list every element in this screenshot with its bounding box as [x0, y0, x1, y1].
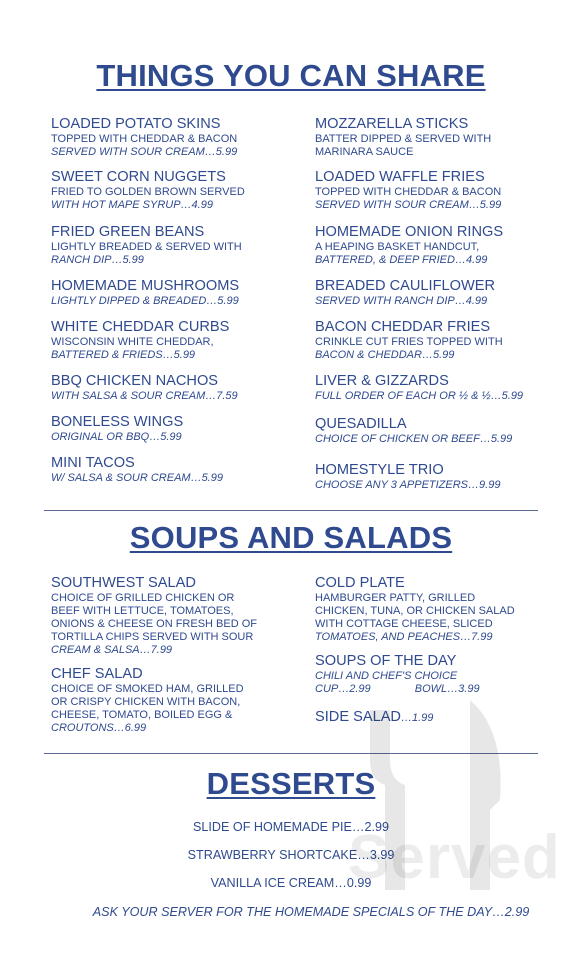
item-price-line: BATTERED & FRIEDS…5.99	[51, 349, 196, 361]
item-desc: LIGHTLY BREADED & SERVED WITH	[51, 241, 242, 253]
section-title-share: THINGS YOU CAN SHARE	[96, 58, 486, 93]
dessert-item: SLIDE OF HOMEMADE PIE…2.99	[193, 820, 389, 834]
item-name: BREADED CAULIFLOWER	[315, 278, 496, 294]
item-price-line: RANCH DIP…5.99	[51, 254, 144, 266]
item-name: SWEET CORN NUGGETS	[51, 169, 226, 185]
dessert-item: VANILLA ICE CREAM…0.99	[210, 876, 372, 890]
item-desc: CHEESE, TOMATO, BOILED EGG &	[51, 709, 233, 721]
menu-item	[315, 224, 582, 267]
item-desc: MARINARA SAUCE	[315, 146, 414, 158]
item-desc: WISCONSIN WHITE CHEDDAR,	[51, 336, 214, 348]
item-name: LOADED POTATO SKINS	[51, 116, 221, 132]
item-price-line: ORIGINAL OR BBQ…5.99	[51, 431, 182, 443]
watermark-text: Served	[348, 823, 561, 892]
item-name: SIDE SALAD…1.99	[315, 709, 434, 725]
item-desc: TORTILLA CHIPS SERVED WITH SOUR	[51, 631, 254, 643]
bowl-price: BOWL…3.99	[414, 683, 480, 695]
item-desc: A HEAPING BASKET HANDCUT,	[315, 241, 480, 253]
item-price-line: BACON & CHEDDAR…5.99	[315, 349, 455, 361]
item-desc: TOPPED WITH CHEDDAR & BACON	[315, 186, 502, 198]
item-name: COLD PLATE	[315, 575, 405, 591]
menu-item	[51, 455, 319, 485]
item-price-line: CROUTONS…6.99	[51, 722, 147, 734]
item-price-line: TOMATOES, AND PEACHES…7.99	[315, 631, 493, 643]
menu-item	[315, 373, 582, 403]
item-desc: WITH COTTAGE CHEESE, SLICED	[315, 618, 493, 630]
item-desc: BATTER DIPPED & SERVED WITH	[315, 133, 492, 145]
item-name: HOMESTYLE TRIO	[315, 462, 444, 478]
menu-item	[51, 373, 319, 403]
desserts-note: ASK YOUR SERVER FOR THE HOMEMADE SPECIALS OF THE DAY…2.99	[92, 905, 530, 919]
item-price-line: LIGHTLY DIPPED & BREADED…5.99	[51, 295, 239, 307]
menu-item	[51, 666, 319, 735]
item-price-line: WITH SALSA & SOUR CREAM…7.59	[51, 390, 238, 402]
menu-item	[315, 116, 582, 159]
section-title-soups: SOUPS AND SALADS	[129, 520, 453, 555]
item-desc: BEEF WITH LETTUCE, TOMATOES,	[51, 605, 234, 617]
item-desc: ONIONS & CHEESE ON FRESH BED OF	[51, 618, 257, 630]
dessert-item: STRAWBERRY SHORTCAKE…3.99	[187, 848, 395, 862]
menu-item	[315, 169, 582, 212]
item-price-line: BATTERED, & DEEP FRIED…4.99	[315, 254, 488, 266]
menu-item	[51, 169, 319, 212]
item-desc: CHOICE OF SMOKED HAM, GRILLED	[51, 683, 244, 695]
item-desc: OR CRISPY CHICKEN WITH BACON,	[51, 696, 241, 708]
item-desc: TOPPED WITH CHEDDAR & BACON	[51, 133, 238, 145]
item-desc: FRIED TO GOLDEN BROWN SERVED	[51, 186, 245, 198]
menu-item	[51, 414, 319, 444]
item-desc: CHICKEN, TUNA, OR CHICKEN SALAD	[315, 605, 515, 617]
menu-item	[51, 278, 319, 308]
menu-item	[315, 575, 582, 644]
item-name: SOUTHWEST SALAD	[51, 575, 196, 591]
item-desc: CHILI AND CHEF'S CHOICE	[315, 670, 458, 682]
item-price-line: SERVED WITH SOUR CREAM…5.99	[315, 199, 502, 211]
item-name: MOZZARELLA STICKS	[315, 116, 469, 132]
menu-item	[51, 575, 319, 657]
menu-item	[51, 224, 319, 267]
menu-item	[51, 116, 319, 159]
section-divider	[44, 510, 538, 511]
item-name: SOUPS OF THE DAY	[315, 653, 457, 669]
item-price-line: SERVED WITH SOUR CREAM…5.99	[51, 146, 238, 158]
item-name: FRIED GREEN BEANS	[51, 224, 205, 240]
item-price-line: WITH HOT MAPE SYRUP…4.99	[51, 199, 213, 211]
item-name: BONELESS WINGS	[51, 414, 184, 430]
section-title-desserts: DESSERTS	[206, 766, 376, 801]
item-name: HOMEMADE MUSHROOMS	[51, 278, 240, 294]
item-desc: CHOICE OF GRILLED CHICKEN OR	[51, 592, 235, 604]
item-name: CHEF SALAD	[51, 666, 143, 682]
item-price-line: W/ SALSA & SOUR CREAM…5.99	[51, 472, 223, 484]
menu-item	[51, 319, 319, 362]
item-price-line: CHOOSE ANY 3 APPETIZERS…9.99	[315, 479, 501, 491]
item-desc: CRINKLE CUT FRIES TOPPED WITH	[315, 336, 503, 348]
item-price-line: FULL ORDER OF EACH OR ½ & ½…5.99	[315, 390, 524, 402]
item-name: LOADED WAFFLE FRIES	[315, 169, 485, 185]
item-price-line: SERVED WITH RANCH DIP…4.99	[315, 295, 488, 307]
item-name: HOMEMADE ONION RINGS	[315, 224, 504, 240]
item-name: BBQ CHICKEN NACHOS	[51, 373, 219, 389]
menu-item	[315, 278, 582, 308]
item-name: MINI TACOS	[51, 455, 135, 471]
item-name: LIVER & GIZZARDS	[315, 373, 449, 389]
item-price: …1.99	[400, 712, 434, 724]
item-price-line: CHOICE OF CHICKEN OR BEEF…5.99	[315, 433, 513, 445]
item-name: QUESADILLA	[315, 416, 407, 432]
item-desc: HAMBURGER PATTY, GRILLED	[315, 592, 476, 604]
item-name: WHITE CHEDDAR CURBS	[51, 319, 230, 335]
cup-price: CUP…2.99	[315, 683, 371, 695]
menu-item	[315, 462, 582, 492]
item-price-line: CREAM & SALSA…7.99	[51, 644, 173, 656]
item-name: BACON CHEDDAR FRIES	[315, 319, 491, 335]
menu-item	[315, 416, 582, 446]
menu-item	[315, 319, 582, 362]
